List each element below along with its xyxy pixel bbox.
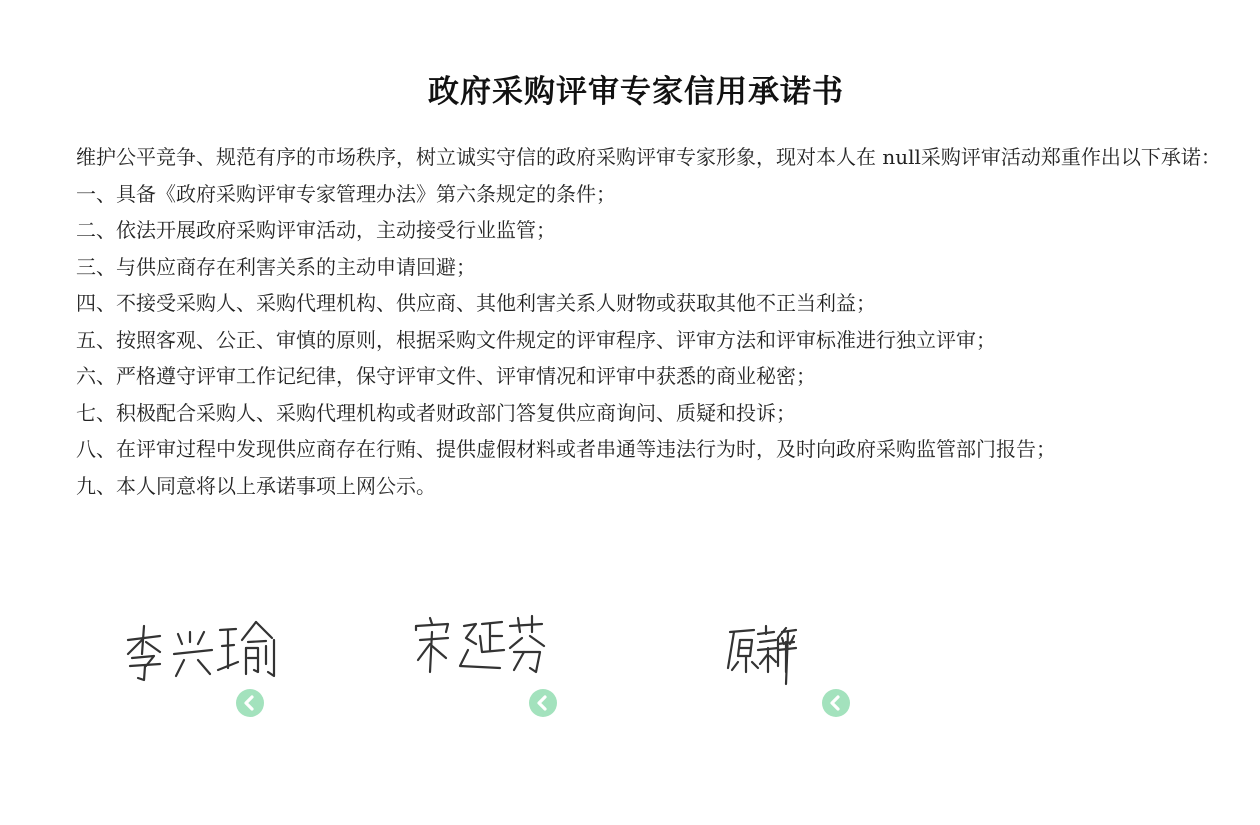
commitment-item-7: 七、积极配合采购人、采购代理机构或者财政部门答复供应商询问、质疑和投诉； [76, 400, 796, 425]
chevron-left-icon [529, 689, 557, 717]
commitment-item-3: 三、与供应商存在利害关系的主动申请回避； [76, 254, 476, 279]
chevron-left-icon [236, 689, 264, 717]
signature-block-2 [410, 600, 610, 730]
commitment-item-5: 五、按照客观、公正、审慎的原则，根据采购文件规定的评审程序、评审方法和评审标准进行独立评审； [76, 327, 996, 352]
signature-1-toggle-button[interactable] [236, 689, 264, 717]
document-body [51, 139, 1223, 504]
signature-2-toggle-button[interactable] [529, 689, 557, 717]
commitment-item-1: 一、具备《政府采购评审专家管理办法》第六条规定的条件； [76, 181, 616, 206]
commitment-item-9: 九、本人同意将以上承诺事项上网公示。 [76, 473, 436, 498]
handwritten-signature-3 [724, 610, 924, 690]
handwritten-signature-1 [120, 610, 320, 690]
signature-area [0, 600, 1260, 730]
commitment-item-2: 二、依法开展政府采购评审活动，主动接受行业监管； [76, 218, 556, 242]
signature-3-toggle-button[interactable] [822, 689, 850, 717]
signature-block-1 [120, 600, 320, 730]
commitment-item-6: 六、严格遵守评审工作记纪律，保守评审文件、评审情况和评审中获悉的商业秘密； [76, 364, 816, 388]
handwritten-signature-2 [410, 610, 610, 690]
commitment-item-4: 四、不接受采购人、采购代理机构、供应商、其他利害关系人财物或获取其他不正当利益； [76, 291, 876, 315]
signature-block-3 [724, 600, 924, 730]
document-title: 政府采购评审专家信用承诺书 [428, 74, 844, 110]
intro-paragraph: 维护公平竞争、规范有序的市场秩序，树立诚实守信的政府采购评审专家形象，现对本人在 null采购评审活动郑重作出以下承诺： [76, 145, 1221, 169]
commitment-item-8: 八、在评审过程中发现供应商存在行贿、提供虚假材料或者串通等违法行为时，及时向政府采购监管部门报告； [76, 437, 1056, 461]
chevron-left-icon [822, 689, 850, 717]
